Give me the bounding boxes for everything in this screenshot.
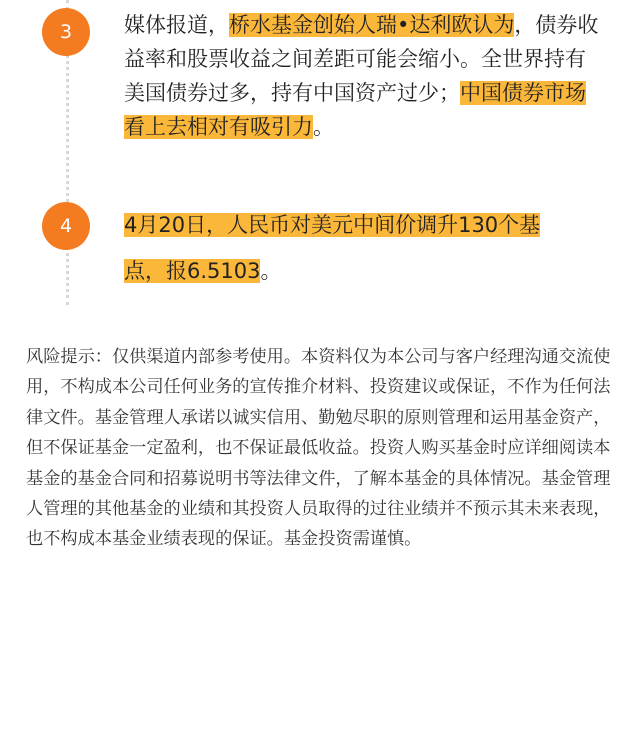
highlighted-text: 中国债券市场看上去相对有吸引力 <box>124 81 586 139</box>
timeline-item-text <box>124 8 604 144</box>
highlighted-text: 4月20日，人民币对美元中间价调升130个基点，报6.5103 <box>124 213 541 283</box>
step-number-badge: 4 <box>42 202 90 250</box>
text-segment: ，债券收益率和股票收益之间差距可能会缩小。全世界持有美国债券过多，持有中国资产过少； <box>124 13 599 105</box>
timeline-item-text <box>124 202 574 294</box>
step-number-badge: 3 <box>42 8 90 56</box>
highlighted-text: 桥水基金创始人瑞•达利欧认为 <box>229 13 515 37</box>
risk-disclaimer: 风险提示：仅供渠道内部参考使用。本资料仅为本公司与客户经理沟通交流使用，不构成本公司任何业务的宣传推介材料、投资建议或保证，不作为任何法律文件。基金管理人承诺以诚实信用、勤勉尽职的原则管理和运用基金资产，但不保证基金一定盈利，也不保证最低收益。投资人购买基金时应详细阅读本基金的基金合同和招募说明书等法律文件，了解本基金的具体情况。基金管理人管理的其他基金的业绩和其投资人员取得的过往业绩并不预示其未来表现，也不构成本基金业绩表现的保证。基金投资需谨慎。 <box>26 347 611 550</box>
text-segment: 。 <box>313 115 334 139</box>
text-segment: 。 <box>260 259 282 283</box>
text-segment: 媒体报道， <box>124 13 229 37</box>
